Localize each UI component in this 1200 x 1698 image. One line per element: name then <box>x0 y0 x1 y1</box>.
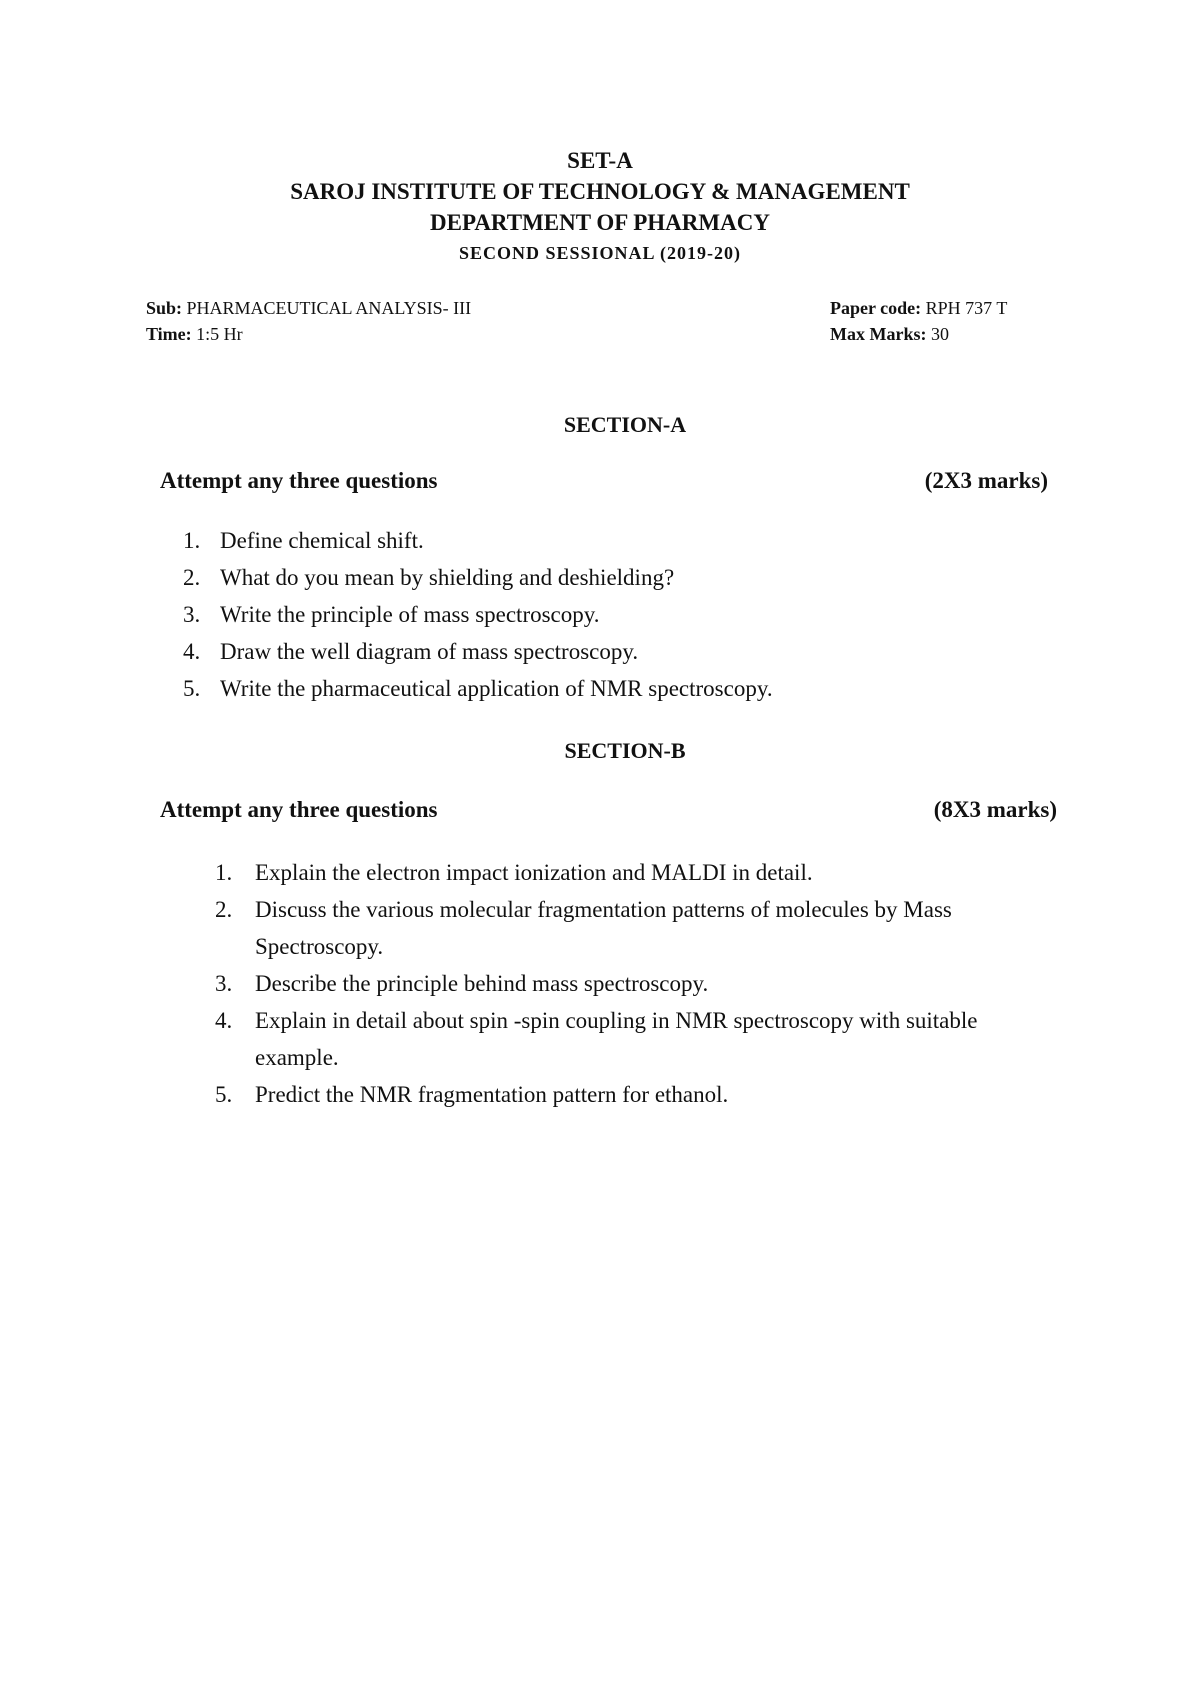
section-a-instruction-row <box>160 468 1048 494</box>
list-item <box>183 633 963 670</box>
question-number: 3. <box>183 602 201 627</box>
section-b-instruction: Attempt any three questions <box>160 797 438 822</box>
max-marks-value: 30 <box>930 324 949 344</box>
question-text: Predict the NMR fragmentation pattern for ethanol. <box>255 1082 729 1107</box>
paper-code-value: RPH 737 T <box>925 298 1008 318</box>
question-text: Describe the principle behind mass spectroscopy. <box>255 971 709 996</box>
section-b-marks: (8X3 marks) <box>933 797 1057 822</box>
list-item <box>215 891 1065 965</box>
section-a-question-list <box>183 522 963 707</box>
list-item <box>183 522 963 559</box>
subject-label: Sub: <box>146 298 183 318</box>
time-line <box>146 324 243 345</box>
subject-line <box>146 298 471 319</box>
section-b-title: SECTION-B <box>564 738 686 763</box>
question-number: 2. <box>215 897 233 922</box>
question-number: 1. <box>215 860 233 885</box>
question-number: 4. <box>183 639 201 664</box>
question-text: Define chemical shift. <box>220 528 424 553</box>
section-b-question-list <box>215 854 1065 1113</box>
list-item <box>215 1002 1065 1076</box>
section-a-instruction: Attempt any three questions <box>160 468 438 493</box>
max-marks-label: Max Marks: <box>830 324 927 344</box>
list-item <box>215 854 1065 891</box>
time-value: 1:5 Hr <box>196 324 243 344</box>
time-label: Time: <box>146 324 192 344</box>
list-item <box>183 670 963 707</box>
section-a-title: SECTION-A <box>563 412 687 437</box>
institute-name: SAROJ INSTITUTE OF TECHNOLOGY & MANAGEMENT <box>290 179 910 204</box>
paper-code-label: Paper code: <box>830 298 922 318</box>
section-b-instruction-row <box>160 797 1057 823</box>
question-number: 3. <box>215 971 233 996</box>
question-text: Draw the well diagram of mass spectroscopy. <box>220 639 639 664</box>
list-item <box>183 559 963 596</box>
question-text: Explain in detail about spin -spin coupling in NMR spectroscopy with suitable example. <box>255 1008 978 1070</box>
list-item <box>215 1076 1065 1113</box>
list-item <box>215 965 1065 1002</box>
question-text: Discuss the various molecular fragmentation patterns of molecules by Mass Spectroscopy. <box>255 897 952 959</box>
question-number: 5. <box>183 676 201 701</box>
subject-value: PHARMACEUTICAL ANALYSIS- III <box>186 298 472 318</box>
question-text: Write the pharmaceutical application of NMR spectroscopy. <box>220 676 773 701</box>
question-number: 1. <box>183 528 201 553</box>
question-number: 4. <box>215 1008 233 1033</box>
question-text: What do you mean by shielding and deshielding? <box>220 565 675 590</box>
section-a-marks: (2X3 marks) <box>924 468 1048 493</box>
list-item <box>183 596 963 633</box>
session-title: SECOND SESSIONAL (2019-20) <box>458 243 742 263</box>
question-number: 5. <box>215 1082 233 1107</box>
question-text: Explain the electron impact ionization and MALDI in detail. <box>255 860 813 885</box>
max-marks-line <box>830 324 949 345</box>
question-number: 2. <box>183 565 201 590</box>
paper-code-line <box>830 298 1007 319</box>
department-name: DEPARTMENT OF PHARMACY <box>430 210 770 235</box>
question-text: Write the principle of mass spectroscopy. <box>220 602 600 627</box>
set-label: SET-A <box>567 148 633 173</box>
